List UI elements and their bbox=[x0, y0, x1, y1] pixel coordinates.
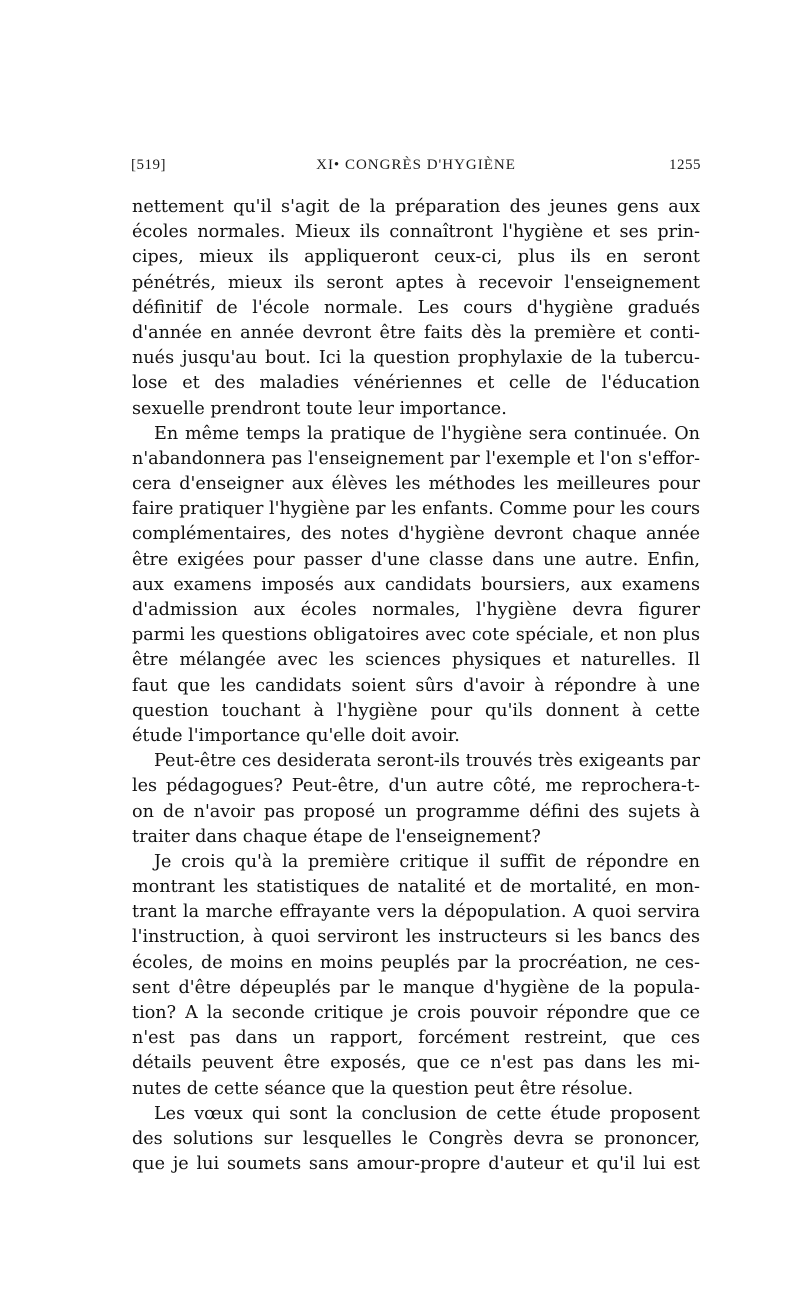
text-line: cipes, mieux ils appliqueront ceux-ci, plus ils en seront bbox=[132, 247, 700, 268]
paragraph bbox=[132, 1102, 700, 1178]
text-line: les pédagogues? Peut-être, d'un autre côté, me reprochera-t- bbox=[132, 776, 700, 797]
text-line: écoles normales. Mieux ils connaîtront l'hygiène et ses prin- bbox=[132, 222, 700, 243]
text-line: trant la marche effrayante vers la dépopulation. A quoi servira bbox=[132, 902, 700, 923]
paragraph bbox=[132, 195, 700, 422]
text-line: question touchant à l'hygiène pour qu'ils donnent à cette bbox=[132, 700, 700, 721]
text-line: d'admission aux écoles normales, l'hygiène devra figurer bbox=[132, 600, 700, 620]
text-line: Peut-être ces desiderata seront-ils trouvés très exigeants par bbox=[154, 751, 700, 772]
text-line: sexuelle prendront toute leur importance. bbox=[132, 398, 507, 419]
text-line: des solutions sur lesquelles le Congrès devra se prononcer, bbox=[132, 1128, 700, 1149]
text-line: faire pratiquer l'hygiène par les enfants. Comme pour les cours bbox=[132, 499, 700, 520]
paragraph bbox=[132, 422, 700, 749]
text-line: sent d'être dépeuplés par le manque d'hygiène de la popula- bbox=[132, 977, 700, 998]
paragraph bbox=[132, 850, 700, 1102]
text-line: être mélangée avec les sciences physiques et naturelles. Il bbox=[132, 650, 700, 671]
text-line: cera d'enseigner aux élèves les méthodes les meilleures pour bbox=[132, 474, 700, 495]
text-line: Je crois qu'à la première critique il suffit de répondre en bbox=[154, 851, 700, 872]
text-line: d'année en année devront être faits dès la première et conti- bbox=[132, 322, 700, 343]
running-title: XI• CONGRÈS D'HYGIÈNE bbox=[316, 157, 516, 173]
text-line: faut que les candidats soient sûrs d'avoir à répondre à une bbox=[132, 675, 700, 696]
volume-page-number: 1255 bbox=[669, 157, 701, 173]
text-line: on de n'avoir pas proposé un programme défini des sujets à bbox=[132, 801, 700, 822]
text-line: montrant les statistiques de natalité et de mortalité, en mon- bbox=[132, 877, 700, 898]
text-line: lose et des maladies vénériennes et celle de l'éducation bbox=[132, 373, 700, 394]
text-line: définitif de l'école normale. Les cours d'hygiène gradués bbox=[132, 297, 700, 318]
report-page-number: [519] bbox=[131, 157, 166, 173]
text-line: Les vœux qui sont la conclusion de cette étude proposent bbox=[154, 1103, 700, 1124]
text-line: l'instruction, à quoi serviront les instructeurs si les bancs des bbox=[132, 927, 700, 948]
text-line: être exigées pour passer d'une classe dans une autre. Enfin, bbox=[132, 549, 700, 570]
text-line: que je lui soumets sans amour-propre d'auteur et qu'il lui est bbox=[132, 1154, 700, 1175]
text-line: aux examens imposés aux candidats boursiers, aux examens bbox=[132, 574, 700, 595]
running-header bbox=[131, 157, 701, 179]
text-line: complémentaires, des notes d'hygiène devront chaque année bbox=[132, 524, 700, 545]
text-line: parmi les questions obligatoires avec cote spéciale, et non plus bbox=[132, 625, 700, 646]
text-line: traiter dans chaque étape de l'enseignement? bbox=[132, 826, 541, 847]
text-line: étude l'importance qu'elle doit avoir. bbox=[132, 725, 460, 746]
text-line: tion? A la seconde critique je crois pouvoir répondre que ce bbox=[132, 1003, 700, 1023]
text-line: nutes de cette séance que la question peut être résolue. bbox=[132, 1078, 634, 1099]
paragraph bbox=[132, 749, 700, 850]
text-line: nués jusqu'au bout. Ici la question prophylaxie de la tubercu- bbox=[132, 348, 700, 369]
text-line: nettement qu'il s'agit de la préparation des jeunes gens aux bbox=[132, 197, 700, 217]
text-line: En même temps la pratique de l'hygiène sera continuée. On bbox=[154, 423, 700, 444]
text-line: pénétrés, mieux ils seront aptes à recevoir l'enseignement bbox=[132, 272, 700, 293]
text-line: détails peuvent être exposés, que ce n'est pas dans les mi- bbox=[132, 1053, 700, 1074]
body-text bbox=[132, 195, 700, 1177]
text-line: n'abandonnera pas l'enseignement par l'exemple et l'on s'effor- bbox=[132, 448, 700, 469]
text-line: écoles, de moins en moins peuplés par la procréation, ne ces- bbox=[132, 952, 700, 973]
text-line: n'est pas dans un rapport, forcément restreint, que ces bbox=[132, 1028, 700, 1049]
